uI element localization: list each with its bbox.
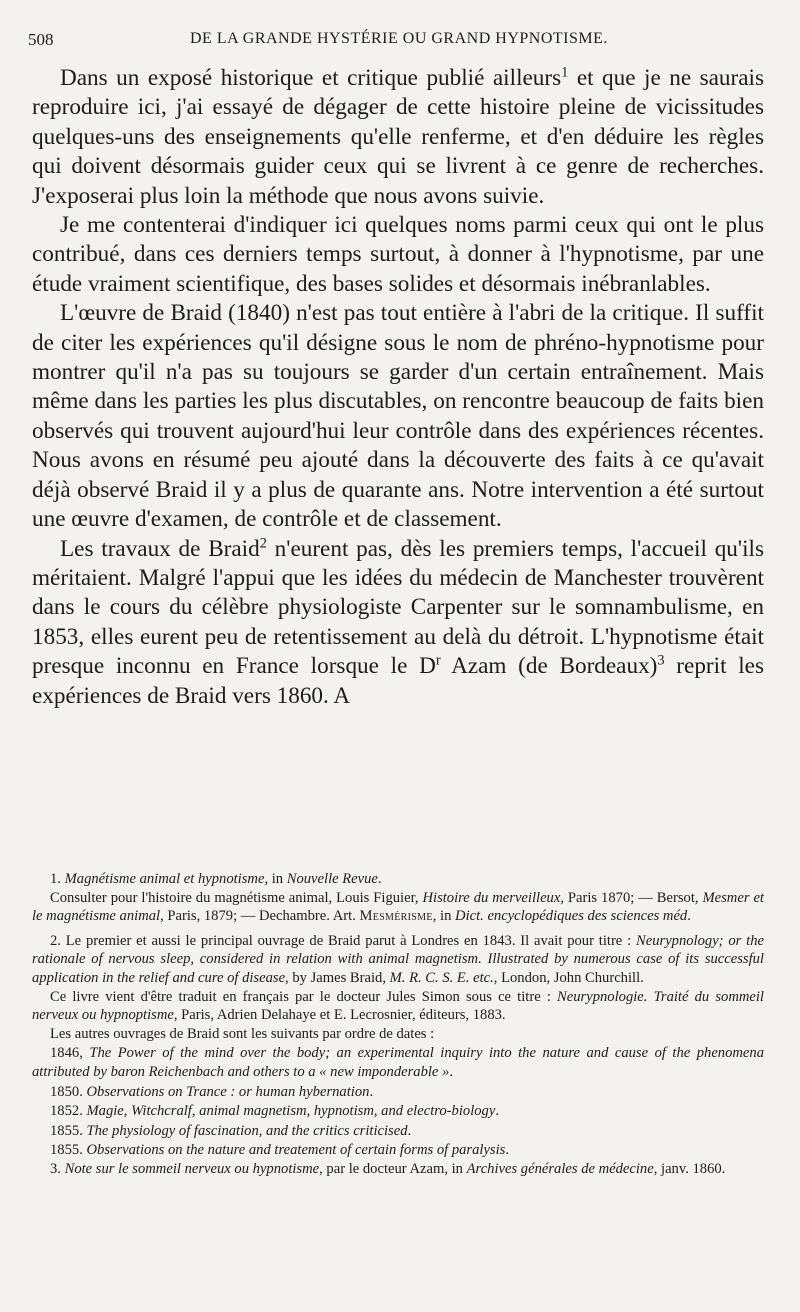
- footnote-text: Ce livre vient d'être traduit en français par le docteur Jules Simon sous ce titre :: [50, 988, 558, 1005]
- works-list-item: [32, 1083, 764, 1102]
- footnote-text: .: [449, 1063, 454, 1080]
- footnotes: [32, 870, 764, 1179]
- italic-title: Histoire du merveilleux: [422, 889, 561, 906]
- footnote-ref-1: 1: [561, 64, 569, 81]
- footnote-text: .: [369, 1083, 374, 1100]
- paragraph-text: n'eurent pas, dès les premiers temps, l'accueil qu'ils méritaient. Malgré l'appui que les idées du médecin de Manchester trouvèrent dans le cours du célèbre physiologiste Carpenter sur le somnambulisme, en 1853, elles eurent peu de retentissement au delà du détroit. L'hypnotisme était presque inconnu en France lorsque le D: [32, 535, 764, 680]
- work-year: 1852.: [50, 1103, 87, 1120]
- paragraph-4: [32, 535, 764, 711]
- italic-title: Nouvelle Revue: [286, 871, 378, 887]
- doctor-abbrev-sup: r: [435, 652, 441, 669]
- italic-title: Neurypnologie. Traité du sommeil nerveux ou hypnoptisme: [32, 988, 764, 1024]
- footnote-text: Consulter pour l'histoire du magnétisme animal, Louis Figuier,: [50, 889, 423, 906]
- footnote-ref-2: 2: [259, 534, 267, 551]
- paragraph-3: L'œuvre de Braid (1840) n'est pas tout entière à l'abri de la critique. Il suffit de citer les expériences qu'il désigne sous le nom de phréno-hypnotisme pour montrer qu'il n'a pas su toujours se garder d'un certain entraînement. Mais même dans les parties les plus discutables, on rencontre beaucoup de faits bien observés qui trouvent aujourd'hui leur contrôle dans des expériences récentes. Nous avons en résumé peu ajouté dans la découverte des faits à ce qu'avait déjà observé Braid il y a plus de quarante ans. Notre intervention a été surtout une œuvre d'examen, de contrôle et de classement.: [32, 300, 764, 533]
- italic-title: M. R. C. S. E. etc.: [389, 969, 494, 986]
- small-caps-term: Mesmérisme: [359, 908, 433, 925]
- footnote-text: .: [687, 908, 691, 925]
- paragraph-text: Les travaux de Braid: [60, 535, 260, 562]
- footnote-text: , Paris, Adrien Delahaye et E. Lecrosnier, éditeurs, 1883.: [173, 1007, 506, 1024]
- paragraph-text: et que je ne saurais reproduire ici, j'ai essayé de dégager de cette histoire pleine de vicissitudes quelques-uns des enseignements qu'elle renferme, et d'en déduire les règles qui doivent désormais guider ceux qui se livrent à ce genre de recherches. J'exposerai plus loin la méthode que nous avons suivie.: [32, 65, 764, 209]
- italic-title: Observations on Trance : or human hybernation: [86, 1083, 370, 1100]
- footnote-1-continued: [32, 889, 764, 926]
- italic-title: Mesmer et le magnétisme animal: [32, 889, 764, 925]
- footnote-text: .: [505, 1142, 509, 1159]
- footnote-text: , janv. 1860.: [653, 1160, 726, 1177]
- italic-title: Neurypnology; or the rationale of nervous sleep, considered in relation with animal magnetism. Illustrated by numerous case of its successful application in the relief and cure of disease: [32, 932, 764, 986]
- italic-title: Magnétisme animal et hypnotisme: [64, 871, 265, 887]
- footnote-text: , Paris, 1879; — Dechambre. Art.: [160, 908, 360, 925]
- footnote-3: [32, 1160, 764, 1179]
- paragraph-1: [32, 64, 764, 211]
- footnote-1: [32, 870, 764, 889]
- italic-title: The Power of the mind over the body; an experimental inquiry into the nature and cause of the phenomena attributed by baron Reichenbach and others to a « new imponderable »: [32, 1045, 765, 1080]
- work-year: 1855.: [50, 1142, 87, 1159]
- work-year: 1846,: [50, 1045, 90, 1062]
- work-year: 1855.: [50, 1122, 87, 1139]
- italic-title: Archives générales de médecine: [466, 1160, 654, 1177]
- work-year: 1850.: [50, 1083, 87, 1100]
- works-list-item: [32, 1044, 764, 1081]
- paragraph-text: reprit les expériences de Braid vers 1860. A: [32, 653, 764, 709]
- footnote-text: 2. Le premier et aussi le principal ouvrage de Braid parut à Londres en 1843. Il avait pour titre :: [50, 932, 636, 949]
- italic-title: Dict. encyclopédiques des sciences méd: [455, 908, 688, 925]
- page-number: 508: [28, 30, 54, 49]
- paragraph-2: Je me contenterai d'indiquer ici quelques noms parmi ceux qui ont le plus contribué, dans ces derniers temps surtout, à donner à l'hypnotisme, par une étude vraiment scientifique, des bases solides et désormais inébranlables.: [32, 212, 764, 297]
- italic-title: Note sur le sommeil nerveux ou hypnotisme: [64, 1160, 320, 1177]
- footnote-text: , by James Braid,: [285, 969, 390, 986]
- footnote-text: , in: [264, 871, 287, 887]
- running-head: [28, 30, 768, 54]
- footnote-2: [32, 932, 764, 988]
- footnote-ref-3: 3: [657, 652, 665, 669]
- works-list-item: [32, 1122, 764, 1141]
- paragraph-text: Azam (de Bordeaux): [440, 653, 658, 680]
- footnote-text: , par le docteur Azam, in: [319, 1160, 467, 1177]
- italic-title: Observations on the nature and treatement of certain forms of paralysis: [86, 1142, 506, 1159]
- works-list-item: [32, 1141, 764, 1160]
- italic-title: Magie, Witchcralf, animal magnetism, hypnotism, and electro-biology: [86, 1103, 496, 1120]
- paragraph-text: Dans un exposé historique et critique publié ailleurs: [60, 65, 562, 91]
- footnote-text: , London, John Churchill.: [493, 969, 644, 986]
- footnote-text: , in: [432, 908, 456, 925]
- works-list-item: [32, 1102, 764, 1121]
- footnote-text: .: [377, 871, 382, 887]
- footnote-text: .: [407, 1122, 412, 1139]
- footnote-2-translation: [32, 988, 764, 1025]
- main-text: [32, 64, 764, 711]
- footnote-text: , Paris 1870; — Bersot,: [560, 889, 703, 906]
- footnote-2-works-intro: Les autres ouvrages de Braid sont les suivants par ordre de dates :: [50, 1025, 435, 1042]
- running-title: DE LA GRANDE HYSTÉRIE OU GRAND HYPNOTISME.: [190, 30, 608, 47]
- footnote-text: .: [495, 1103, 499, 1120]
- italic-title: The physiology of fascination, and the critics criticised: [86, 1122, 408, 1139]
- footnote-number: 1.: [50, 871, 61, 887]
- footnote-text: 3.: [50, 1160, 65, 1177]
